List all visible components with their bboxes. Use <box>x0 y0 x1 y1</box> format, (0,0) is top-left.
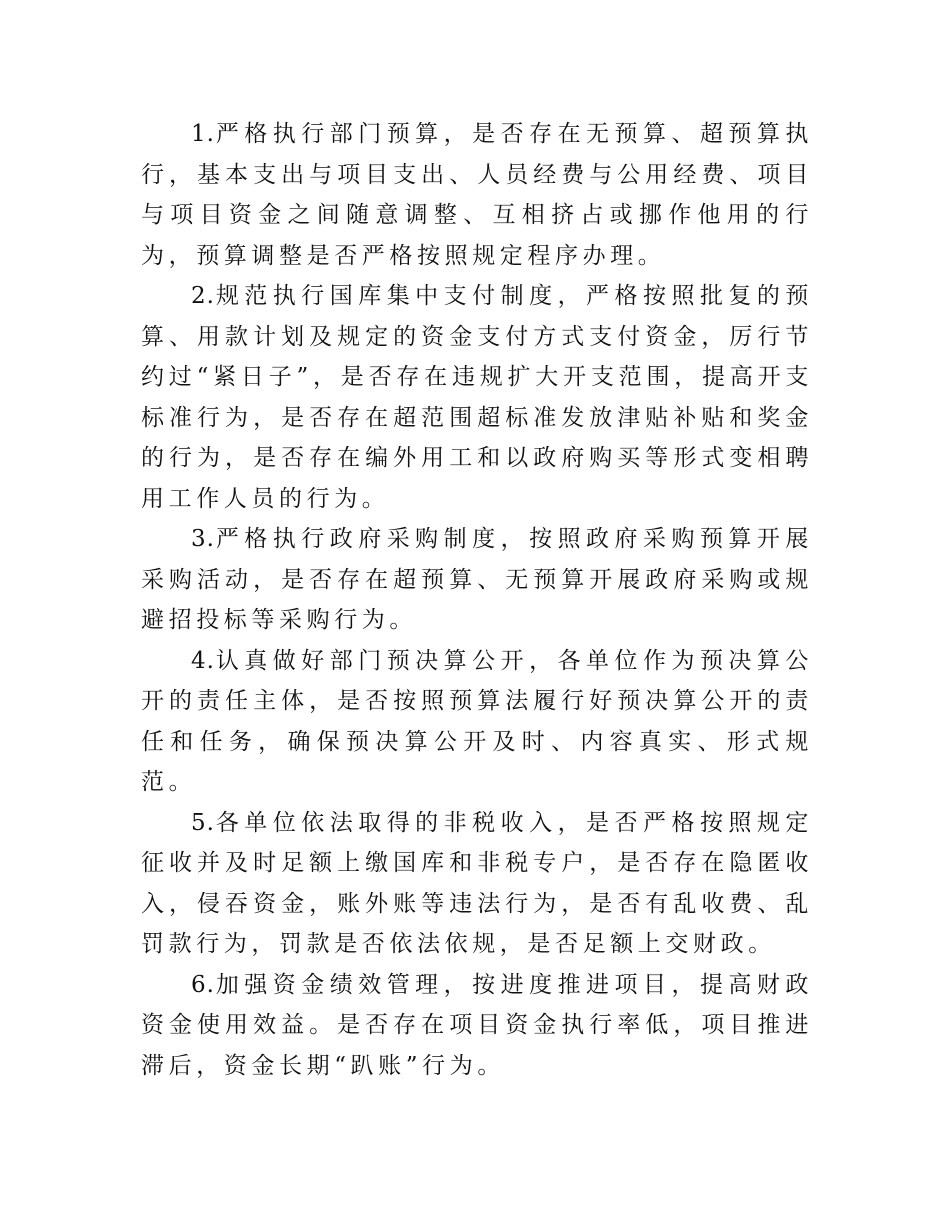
paragraph-number: 6. <box>191 971 215 998</box>
paragraph-text: 认真做好部门预决算公开，各单位作为预决算公开的责任主体，是否按照预算法履行好预决算公开的责任和任务，确保预决算公开及时、内容真实、形式规范。 <box>141 647 813 795</box>
paragraph-text: 严格执行政府采购制度，按照政府采购预算开展采购活动，是否存在超预算、无预算开展政府采购或规避招投标等采购行为。 <box>141 526 813 633</box>
paragraph-number: 1. <box>191 121 215 147</box>
paragraph-number: 5. <box>191 809 215 836</box>
paragraph-2 <box>141 276 813 519</box>
paragraph-3 <box>141 519 813 641</box>
paragraph-number: 2. <box>191 283 215 309</box>
document-body <box>141 114 813 1086</box>
paragraph-text: 严格执行部门预算，是否存在无预算、超预算执行，基本支出与项目支出、人员经费与公用经费、项目与项目资金之间随意调整、互相挤占或挪作他用的行为，预算调整是否严格按照规定程序办理。 <box>141 121 813 269</box>
paragraph-text: 各单位依法取得的非税收入，是否严格按照规定征收并及时足额上缴国库和非税专户，是否存在隐匿收入，侵吞资金，账外账等违法行为，是否有乱收费、乱罚款行为，罚款是否依法依规，是否足额上交财政。 <box>141 809 813 957</box>
paragraph-number: 4. <box>191 647 215 674</box>
paragraph-text: 加强资金绩效管理，按进度推进项目，提高财政资金使用效益。是否存在项目资金执行率低，项目推进滞后，资金长期“趴账”行为。 <box>141 971 813 1079</box>
paragraph-text: 规范执行国库集中支付制度，严格按照批复的预算、用款计划及规定的资金支付方式支付资金，厉行节约过“紧日子”，是否存在违规扩大开支范围，提高开支标准行为，是否存在超范围超标准发放津贴补贴和奖金的行为，是否存在编外用工和以政府购买等形式变相聘用工作人员的行为。 <box>141 283 813 512</box>
paragraph-1 <box>141 114 813 276</box>
paragraph-5 <box>141 803 813 965</box>
paragraph-number: 3. <box>191 526 215 552</box>
paragraph-6 <box>141 965 813 1087</box>
paragraph-4 <box>141 641 813 803</box>
